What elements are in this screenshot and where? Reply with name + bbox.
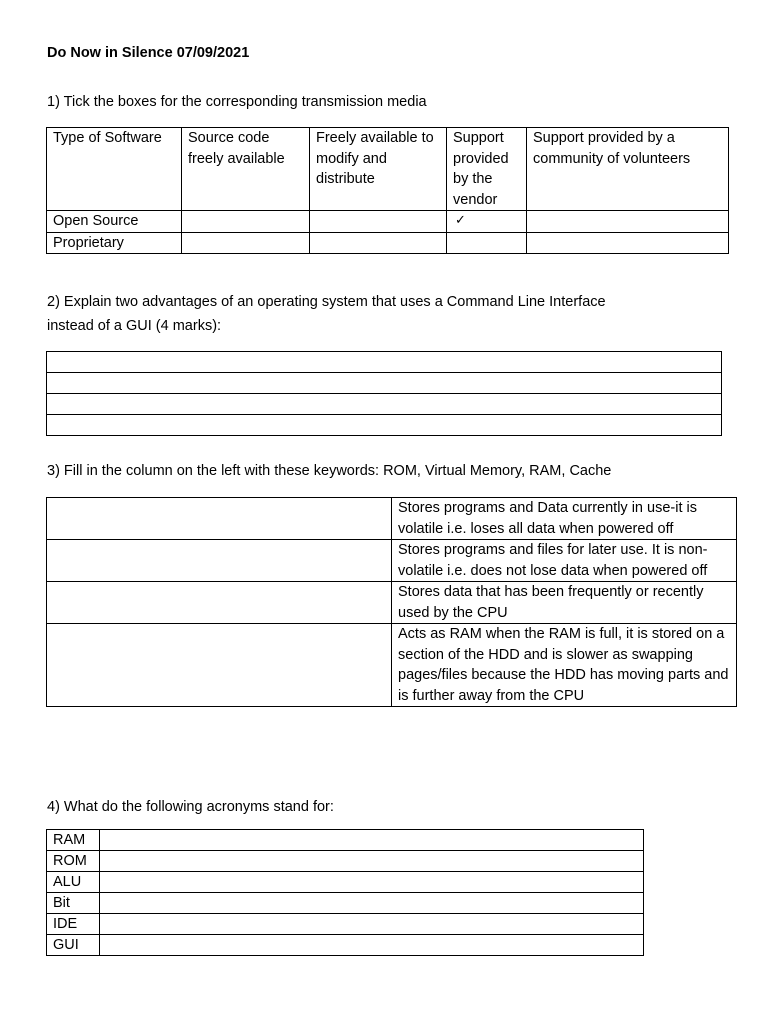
description-cell: Acts as RAM when the RAM is full, it is stored on a section of the HDD and is slower as swapping pages/files because the HDD has moving parts and is further away from the CPU [392, 624, 737, 707]
acronym-label: Bit [47, 893, 100, 914]
acronym-table [46, 829, 644, 956]
question-2-line-2: instead of a GUI (4 marks): [47, 318, 222, 334]
table-row [47, 211, 729, 233]
question-2-line-1: 2) Explain two advantages of an operating system that uses a Command Line Interface [47, 294, 606, 310]
acronym-label: RAM [47, 830, 100, 851]
acronym-label: GUI [47, 935, 100, 956]
question-1-prompt: 1) Tick the boxes for the corresponding transmission media [47, 94, 427, 110]
page-title: Do Now in Silence 07/09/2021 [47, 45, 250, 61]
row-label-open-source: Open Source [47, 211, 182, 233]
header-cell: Type of Software [47, 128, 182, 211]
question-3-prompt: 3) Fill in the column on the left with these keywords: ROM, Virtual Memory, RAM, Cache [47, 463, 612, 479]
memory-keyword-table [46, 497, 737, 707]
tick-box[interactable] [527, 232, 729, 254]
tick-box[interactable] [527, 211, 729, 233]
answer-line[interactable] [47, 415, 722, 436]
table-row [47, 872, 644, 893]
acronym-answer[interactable] [100, 914, 644, 935]
answer-lines-table [46, 351, 722, 436]
question-4-prompt: 4) What do the following acronyms stand for: [47, 799, 334, 815]
acronym-label: ALU [47, 872, 100, 893]
header-cell: Source code freely available [182, 128, 310, 211]
tick-box-checked[interactable]: ✓ [447, 211, 527, 233]
tick-box[interactable] [310, 232, 447, 254]
acronym-answer[interactable] [100, 851, 644, 872]
description-cell: Stores data that has been frequently or recently used by the CPU [392, 582, 737, 624]
keyword-answer-cell[interactable] [47, 624, 392, 707]
answer-row [47, 394, 722, 415]
tick-box[interactable] [182, 232, 310, 254]
table-row [47, 624, 737, 707]
keyword-answer-cell[interactable] [47, 582, 392, 624]
acronym-answer[interactable] [100, 935, 644, 956]
table-row [47, 498, 737, 540]
answer-line[interactable] [47, 352, 722, 373]
answer-line[interactable] [47, 373, 722, 394]
tick-box[interactable] [182, 211, 310, 233]
header-cell: Support provided by the vendor [447, 128, 527, 211]
header-cell: Support provided by a community of volunteers [527, 128, 729, 211]
question-2-prompt [47, 290, 606, 338]
row-label-proprietary: Proprietary [47, 232, 182, 254]
table-row [47, 830, 644, 851]
keyword-answer-cell[interactable] [47, 498, 392, 540]
table-row [47, 232, 729, 254]
tick-box[interactable] [447, 232, 527, 254]
table-row [47, 851, 644, 872]
tick-box[interactable] [310, 211, 447, 233]
acronym-answer[interactable] [100, 830, 644, 851]
acronym-label: ROM [47, 851, 100, 872]
acronym-label: IDE [47, 914, 100, 935]
description-cell: Stores programs and files for later use. It is non-volatile i.e. does not lose data when powered off [392, 540, 737, 582]
header-cell: Freely available to modify and distribute [310, 128, 447, 211]
answer-row [47, 373, 722, 394]
answer-line[interactable] [47, 394, 722, 415]
acronym-answer[interactable] [100, 872, 644, 893]
table-row [47, 914, 644, 935]
table-row [47, 582, 737, 624]
acronym-answer[interactable] [100, 893, 644, 914]
table-row [47, 540, 737, 582]
answer-row [47, 352, 722, 373]
table-row [47, 935, 644, 956]
description-cell: Stores programs and Data currently in use-it is volatile i.e. loses all data when powered off [392, 498, 737, 540]
table-header-row [47, 128, 729, 211]
keyword-answer-cell[interactable] [47, 540, 392, 582]
software-type-table [46, 127, 729, 254]
table-row [47, 893, 644, 914]
answer-row [47, 415, 722, 436]
